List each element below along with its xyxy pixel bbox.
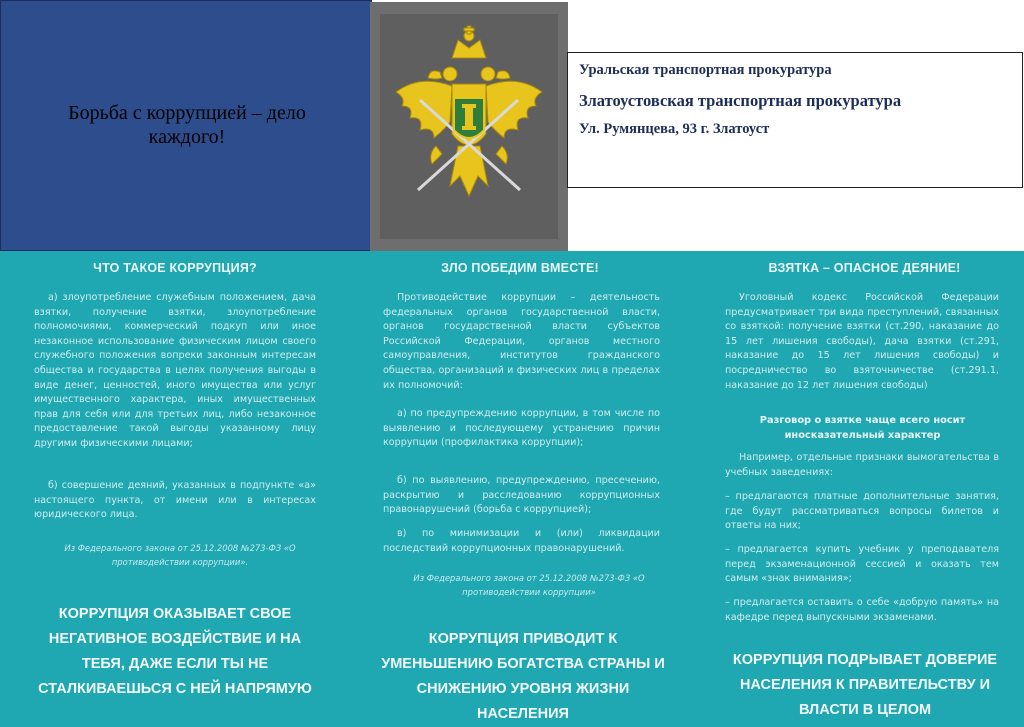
slogan-panel	[0, 0, 372, 251]
col2-item-a: а) по предупреждению коррупции, в том числе по выявлению и последующему устранению причин коррупции (профилактика коррупции);	[383, 408, 660, 449]
col3-intro: Уголовный кодекс Российской Федерации предусматривает три вида преступлений, связанных со взяткой: получение взятки (ст.290, наказание до 15 лет лишения свободы), дача взятки (ст.291, наказание до 15 лет лишения свободы) и посредничество во взяточничестве (ст.291.1, наказание до 12 лет лишения свободы)	[725, 292, 999, 391]
col3-bullet-1: – предлагаются платные дополнительные занятия, где будут рассматриваться вопросы билетов и ответы на них;	[725, 491, 999, 532]
col1-definition-a: а) злоупотребление служебным положением, дача взятки, получение взятки, злоупотребление полномочиями, коммерческий подкуп или иное незаконное использование физическим лицом своего служебного положения вопреки законным интересам общества и государства в целях получения выгоды в виде денег, ценностей, иного имущества или услуг имущественного характера, иных имущественных прав для себя или для третьих лиц, либо незаконное предоставление такой выгоды указанному лицу другими физическими лицами;	[34, 292, 316, 449]
col1-callout: КОРРУПЦИЯ ОКАЗЫВАЕТ СВОЕ НЕГАТИВНОЕ ВОЗДЕЙСТВИЕ И НА ТЕБЯ, ДАЖЕ ЕСЛИ ТЫ НЕ СТАЛКИВАЕШЬСЯ С НЕЙ НАПРЯМУЮ	[38, 606, 312, 697]
org-local-name: Златоустовская транспортная прокуратура	[579, 91, 902, 110]
org-address: Ул. Румянцева, 93 г. Златоуст	[579, 121, 770, 137]
col2-callout: КОРРУПЦИЯ ПРИВОДИТ К УМЕНЬШЕНИЮ БОГАТСТВА СТРАНЫ И СНИЖЕНИЮ УРОВНЯ ЖИЗНИ НАСЕЛЕНИЯ	[381, 631, 665, 722]
organization-info	[567, 52, 1023, 188]
prosecutor-emblem-icon	[380, 14, 558, 239]
col3-subheading: Разговор о взятке чаще всего носит иносказательный характер	[759, 415, 966, 441]
col3-bullet-2: – предлагается купить учебник у преподавателя перед экзаменационной сессией и оказать тем самым «знак внимания»;	[725, 544, 999, 585]
col1-heading: ЧТО ТАКОЕ КОРРУПЦИЯ?	[93, 261, 257, 275]
emblem-panel	[370, 2, 568, 251]
org-regional-name: Уральская транспортная прокуратура	[579, 62, 832, 78]
col1-source: Из Федерального закона от 25.12.2008 №273-ФЗ «О противодействии коррупции».	[64, 543, 296, 567]
col3-callout: КОРРУПЦИЯ ПОДРЫВАЕТ ДОВЕРИЕ НАСЕЛЕНИЯ К ПРАВИТЕЛЬСТВУ И ВЛАСТИ В ЦЕЛОМ	[732, 652, 998, 718]
col2-heading: ЗЛО ПОБЕДИМ ВМЕСТЕ!	[441, 261, 599, 275]
col1-definition-b: б) совершение деяний, указанных в подпункте «а» настоящего пункта, от имени или в интересах юридического лица.	[34, 480, 316, 521]
col3-bullet-3: – предлагается оставить о себе «добрую память» на кафедре перед выпускными экзаменами.	[725, 597, 999, 623]
col3-heading: ВЗЯТКА – ОПАСНОЕ ДЕЯНИЕ!	[768, 261, 961, 275]
brochure-body	[0, 251, 1024, 727]
col2-item-b: б) по выявлению, предупреждению, пресечению, раскрытию и расследованию коррупционных правонарушений (борьба с коррупцией);	[383, 475, 660, 516]
emblem-frame	[380, 14, 558, 239]
col2-source: Из Федерального закона от 25.12.2008 №273-ФЗ «О противодействии коррупции»	[413, 573, 645, 597]
slogan-text: Борьба с коррупцией – дело каждого!	[68, 102, 306, 148]
col2-item-c: в) по минимизации и (или) ликвидации последствий коррупционных правонарушений.	[383, 528, 660, 554]
col3-example: Например, отдельные признаки вымогательства в учебных заведениях:	[725, 452, 999, 478]
col2-intro: Противодействие коррупции – деятельность федеральных органов государственной власти, органов государственной власти субъектов Российской Федерации, органов местного самоуправления, институтов гражданского общества, организаций и физических лиц в пределах их полномочий:	[383, 292, 660, 391]
